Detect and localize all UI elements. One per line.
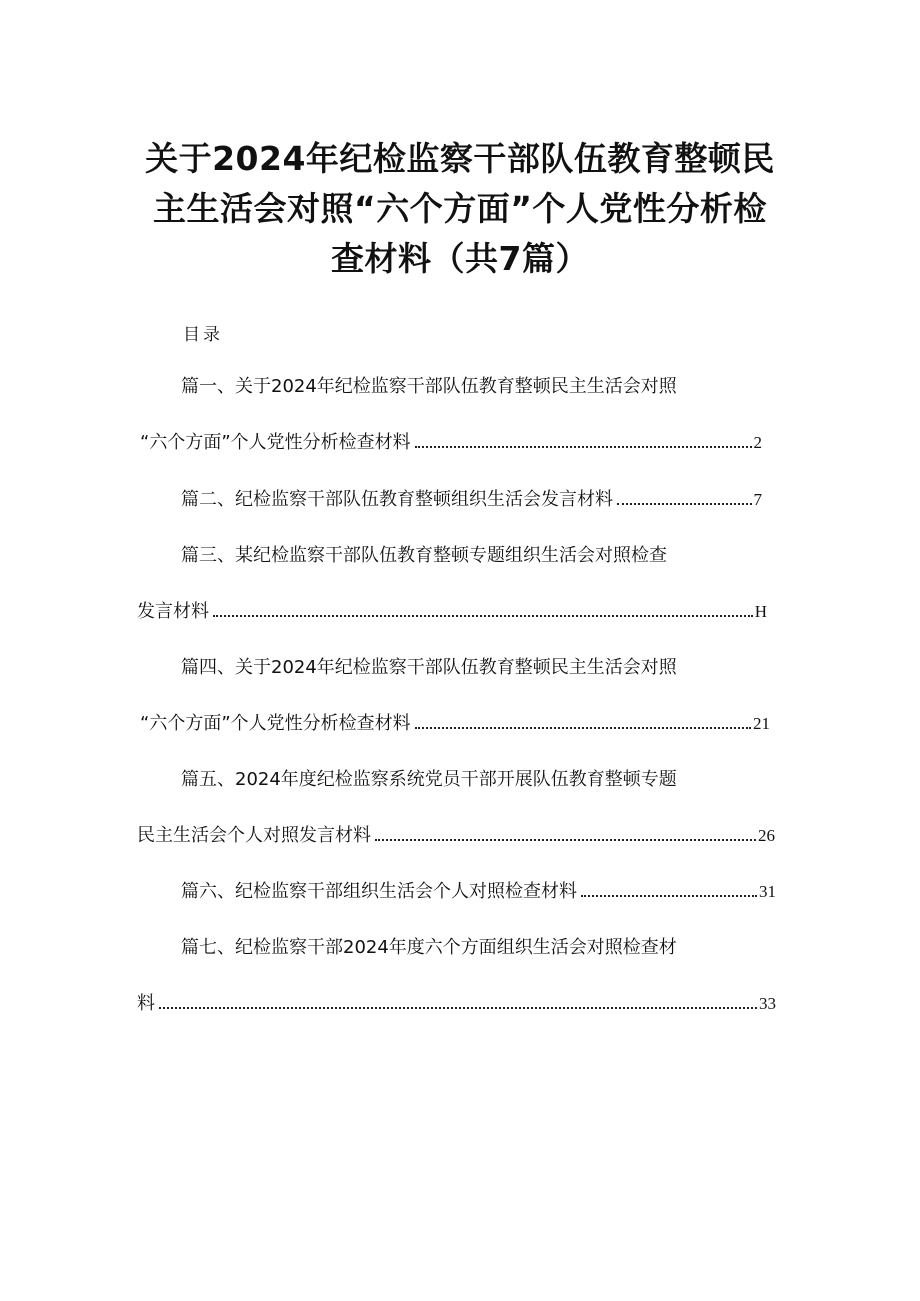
toc-entry-1-line-1[interactable]: 篇一、关于2024年纪检监察干部队伍教育整顿民主生活会对照 xyxy=(181,376,677,397)
toc-entry-6-text: 篇六、纪检监察干部组织生活会个人对照检查材料 xyxy=(181,881,577,902)
dot-leader xyxy=(415,446,752,448)
toc-entry-5-line-1[interactable]: 篇五、2024年度纪检监察系统党员干部开展队伍教育整顿专题 xyxy=(181,769,677,790)
toc-entry-7-text: 料 xyxy=(137,993,155,1014)
dot-leader xyxy=(159,1007,757,1009)
document-title-line-2: 主生活会对照“六个方面”个人党性分析检 xyxy=(153,189,767,228)
document-title-line-3: 查材料（共7篇） xyxy=(331,239,589,278)
dot-leader xyxy=(375,839,756,841)
toc-entry-7-page: 33 xyxy=(759,994,776,1013)
toc-entry-2-text: 篇二、纪检监察干部队伍教育整顿组织生活会发言材料 xyxy=(181,489,613,510)
toc-entry-7-line-1[interactable]: 篇七、纪检监察干部2024年度六个方面组织生活会对照检查材 xyxy=(181,937,677,958)
toc-entry-4-line-1[interactable]: 篇四、关于2024年纪检监察干部队伍教育整顿民主生活会对照 xyxy=(181,657,677,678)
document-title-line-1: 关于2024年纪检监察干部队伍教育整顿民 xyxy=(145,139,775,178)
toc-entry-3-line-2[interactable] xyxy=(137,597,767,627)
dot-leader xyxy=(213,615,753,617)
toc-entry-3-page: H xyxy=(754,602,767,621)
toc-entry-3-text: 发言材料 xyxy=(137,601,209,622)
toc-entry-7-line-2[interactable] xyxy=(137,989,776,1019)
toc-entry-4-line-2[interactable] xyxy=(140,709,770,739)
toc-entry-1-line-2[interactable] xyxy=(140,428,762,458)
toc-entry-6[interactable] xyxy=(181,877,776,907)
toc-entry-4-text: “六个方面”个人党性分析检查材料 xyxy=(140,713,411,734)
toc-entry-2-page: 7 xyxy=(753,490,762,509)
toc-entry-5-line-2[interactable] xyxy=(137,821,775,851)
toc-entry-5-text: 民主生活会个人对照发言材料 xyxy=(137,825,371,846)
toc-entry-1-page: 2 xyxy=(753,433,762,452)
toc-entry-4-page: 21 xyxy=(753,714,770,733)
toc-entry-5-page: 26 xyxy=(758,826,775,845)
toc-entry-3-line-1[interactable]: 篇三、某纪检监察干部队伍教育整顿专题组织生活会对照检查 xyxy=(181,545,667,566)
toc-entry-2[interactable] xyxy=(181,485,762,515)
toc-entry-1-text: “六个方面”个人党性分析检查材料 xyxy=(140,432,411,453)
dot-leader xyxy=(617,503,752,505)
dot-leader xyxy=(581,895,757,897)
dot-leader xyxy=(415,727,751,729)
toc-heading: 目录 xyxy=(183,325,223,345)
toc-entry-6-page: 31 xyxy=(759,882,776,901)
